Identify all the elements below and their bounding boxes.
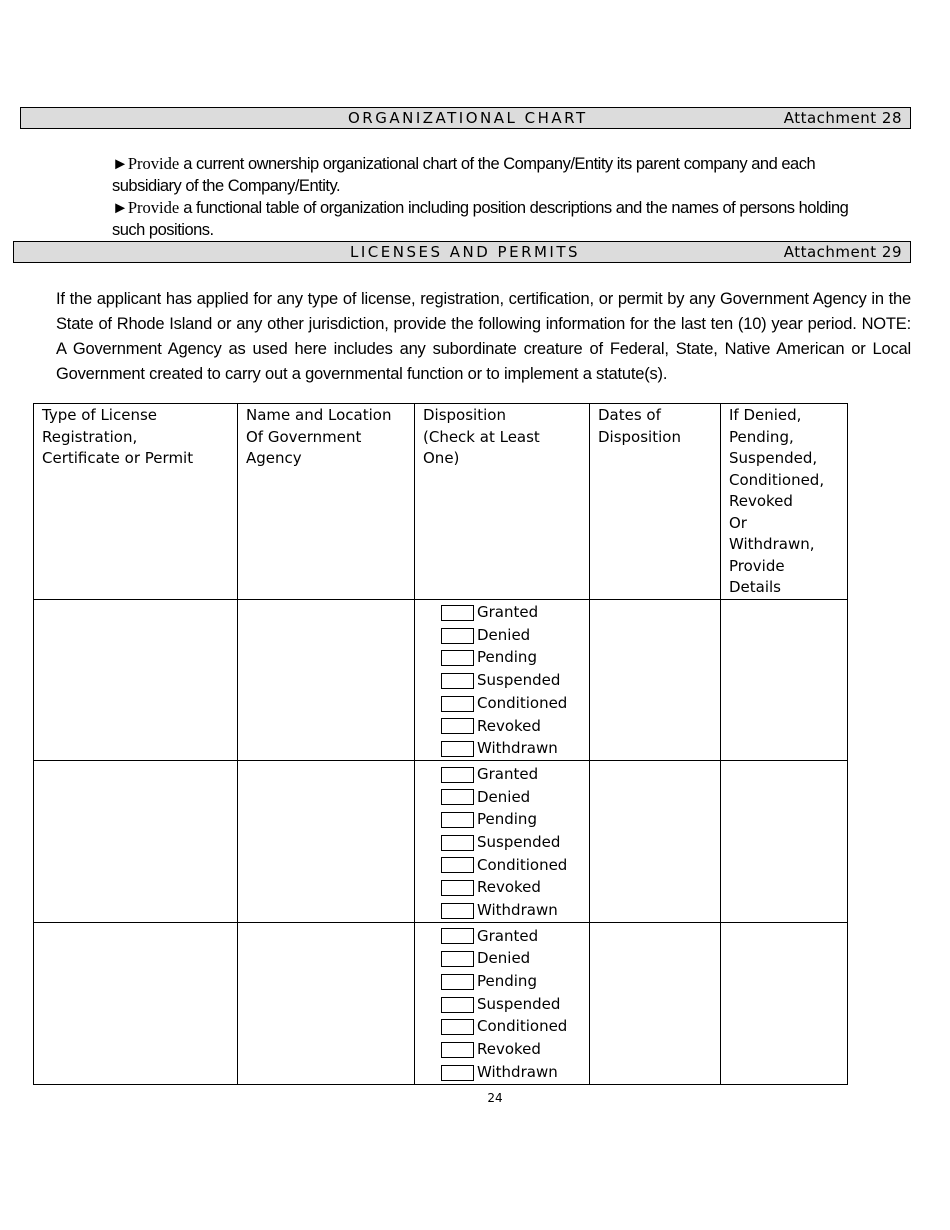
checkbox[interactable] [441,696,474,712]
disposition-option-conditioned [423,1016,581,1039]
header-line: Provide [729,556,785,575]
header-line: Withdrawn, [729,535,815,553]
disposition-option-conditioned [423,854,581,877]
header-dates [590,404,721,600]
disposition-option-granted [423,925,581,948]
table-row [34,923,848,1085]
checkbox-label: Granted [477,926,539,945]
checkbox[interactable] [441,974,474,990]
agency-cell[interactable] [238,761,415,923]
header-line: Agency [246,449,302,467]
checkbox[interactable] [441,880,474,896]
header-agency [238,404,415,600]
disposition-cell [415,761,590,923]
dates-cell[interactable] [590,761,721,923]
table-header-row [34,404,848,600]
disposition-cell [415,923,590,1085]
checkbox-label: Revoked [477,1040,541,1059]
disposition-cell [415,599,590,761]
bullet-marker: ► [112,199,128,217]
instruction-item [112,197,872,241]
checkbox-label: Suspended [477,994,561,1013]
checkbox[interactable] [441,741,474,757]
checkbox-label: Conditioned [477,1017,568,1036]
disposition-option-pending [423,647,581,670]
header-line: If Denied, [729,406,802,424]
instruction-lead: Provide [127,154,180,173]
bullet-marker: ► [112,155,128,173]
header-line: Dates of [598,406,661,424]
disposition-option-withdrawn [423,899,581,922]
attachment-label: Attachment 28 [783,109,902,127]
checkbox[interactable] [441,1019,474,1035]
checkbox-label: Revoked [477,878,541,897]
header-line: Or [729,513,747,532]
disposition-option-withdrawn [423,1061,581,1084]
checkbox[interactable] [441,835,474,851]
section-header-organizational-chart [20,107,911,129]
checkbox-label: Denied [477,625,531,644]
disposition-option-pending [423,809,581,832]
table-row [34,599,848,761]
section-title: LICENSES AND PERMITS [350,243,581,261]
header-line: Of Government [246,427,362,446]
disposition-option-denied [423,786,581,809]
disposition-option-denied [423,948,581,971]
disposition-option-withdrawn [423,738,581,761]
disposition-option-revoked [423,715,581,738]
checkbox-label: Conditioned [477,855,568,874]
checkbox-label: Granted [477,764,539,783]
header-line: Conditioned, [729,470,825,489]
checkbox-label: Suspended [477,832,561,851]
checkbox[interactable] [441,673,474,689]
checkbox[interactable] [441,1042,474,1058]
instruction-text: a current ownership organizational chart of the Company/Entity its parent company and each subsidiary of the Company/Entity. [112,155,816,195]
section-title: ORGANIZATIONAL CHART [348,109,588,127]
header-line: One) [423,449,460,467]
header-line: Pending, [729,427,794,446]
checkbox[interactable] [441,857,474,873]
disposition-option-suspended [423,831,581,854]
instruction-lead: Provide [127,198,180,217]
disposition-option-denied [423,624,581,647]
checkbox-label: Granted [477,603,539,622]
checkbox-label: Denied [477,949,531,968]
details-cell[interactable] [721,761,848,923]
checkbox[interactable] [441,928,474,944]
header-line: (Check at Least [423,427,540,446]
checkbox-label: Suspended [477,671,561,690]
checkbox[interactable] [441,650,474,666]
instruction-item [112,153,872,197]
dates-cell[interactable] [590,923,721,1085]
intro-paragraph: If the applicant has applied for any type of license, registration, certification, or permit by any Government Agency in the State of Rhode Island or any other jurisdiction, provide the following information for the last ten (10) year period. NOTE: A Government Agency as used here includes any subordinate creature of Federal, State, Native American or Local Government created to carry out a governmental function or to implement a statute(s). [56,290,911,383]
checkbox-label: Pending [477,648,537,667]
attachment-label: Attachment 29 [783,243,902,261]
instructions-list [112,153,872,241]
header-line: Name and Location [246,406,392,424]
header-line: Registration, [42,427,138,446]
header-disposition [415,404,590,600]
checkbox-label: Withdrawn [477,901,558,920]
header-line: Suspended, [729,449,818,467]
checkbox-label: Conditioned [477,693,568,712]
checkbox[interactable] [441,812,474,828]
checkbox-label: Withdrawn [477,1062,558,1081]
checkbox[interactable] [441,903,474,919]
dates-cell[interactable] [590,599,721,761]
header-line: Certificate or Permit [42,449,194,467]
disposition-option-granted [423,763,581,786]
disposition-option-suspended [423,670,581,693]
checkbox[interactable] [441,767,474,783]
checkbox[interactable] [441,718,474,734]
disposition-option-suspended [423,993,581,1016]
header-details [721,404,848,600]
licenses-table [33,403,848,1085]
instruction-text: a functional table of organization including position descriptions and the names of persons holding such positions. [112,199,849,239]
type-of-license-cell[interactable] [34,923,238,1085]
details-cell[interactable] [721,599,848,761]
checkbox-label: Revoked [477,716,541,735]
table-row [34,761,848,923]
header-line: Details [729,578,782,596]
disposition-option-pending [423,971,581,994]
disposition-option-revoked [423,877,581,900]
type-of-license-cell[interactable] [34,761,238,923]
checkbox-label: Denied [477,787,531,806]
agency-cell[interactable] [238,599,415,761]
section-header-licenses-and-permits [13,241,911,263]
checkbox[interactable] [441,628,474,644]
checkbox[interactable] [441,997,474,1013]
type-of-license-cell[interactable] [34,599,238,761]
disposition-option-conditioned [423,692,581,715]
header-line: Revoked [729,492,793,510]
checkbox[interactable] [441,951,474,967]
disposition-option-revoked [423,1039,581,1062]
header-line: Disposition [598,427,681,446]
checkbox[interactable] [441,605,474,621]
agency-cell[interactable] [238,923,415,1085]
header-type-of-license [34,404,238,600]
checkbox[interactable] [441,789,474,805]
checkbox-label: Withdrawn [477,739,558,758]
checkbox-label: Pending [477,972,537,991]
disposition-option-granted [423,602,581,625]
checkbox[interactable] [441,1065,474,1081]
checkbox-label: Pending [477,810,537,829]
page-number: 24 [487,1091,503,1105]
header-line: Type of License [42,406,157,424]
header-line: Disposition [423,406,506,424]
details-cell[interactable] [721,923,848,1085]
